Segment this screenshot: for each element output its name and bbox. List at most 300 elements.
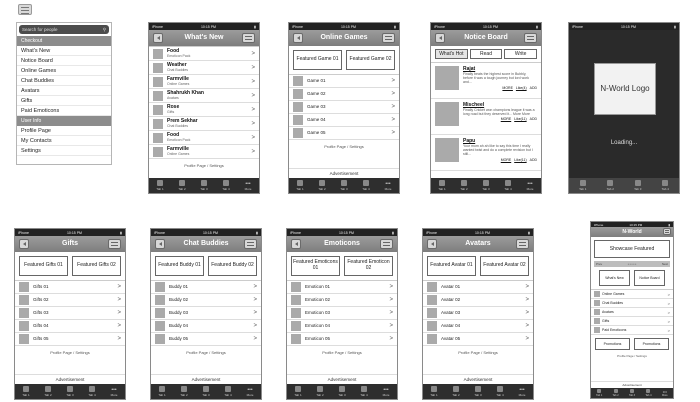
tab-label: Tab 4 — [645, 394, 652, 397]
list-item[interactable] — [15, 320, 125, 333]
list-item[interactable] — [591, 299, 673, 308]
tab-label: Tab 4 — [222, 187, 230, 191]
tab-label: Tab 4 — [224, 393, 232, 397]
chevron-right-icon: > — [117, 336, 121, 342]
sidebar-item-notice-board[interactable]: Notice Board — [17, 56, 111, 66]
tab-4[interactable] — [355, 178, 377, 193]
item-title: Prem Sekhar — [167, 118, 198, 125]
tab-bar — [287, 384, 397, 399]
tab-more[interactable] — [511, 384, 533, 399]
like-link[interactable]: Like(11) — [514, 157, 527, 162]
sidebar-item-settings[interactable]: Settings — [17, 146, 111, 156]
tab-3[interactable] — [467, 384, 489, 399]
carrier-label: iPhone — [572, 24, 583, 29]
featured-gift-2[interactable]: Featured Gifts 02 — [72, 256, 121, 276]
tile-notice-board[interactable]: Notice Board — [634, 270, 665, 286]
menu-icon[interactable] — [663, 228, 671, 235]
tab-icon — [475, 386, 481, 392]
notice-item[interactable] — [431, 63, 541, 99]
list-item[interactable] — [289, 101, 399, 114]
advertisement-banner[interactable]: Advertisement — [423, 374, 533, 384]
tab-1[interactable] — [569, 178, 597, 193]
sidebar-item-avatars[interactable]: Avatars — [17, 86, 111, 96]
chevron-right-icon: > — [391, 130, 395, 136]
segment-whats-hot[interactable]: What's Hot — [435, 49, 468, 59]
tab-label: Tab 3 — [340, 187, 348, 191]
notice-text: Finally Cricket won champions league it was a long road but they deserved it... More More — [463, 108, 535, 117]
list-item[interactable] — [423, 333, 533, 346]
list-item[interactable] — [15, 294, 125, 307]
tab-label: Tab 1 — [156, 187, 164, 191]
featured-row — [15, 252, 125, 280]
tab-more[interactable] — [377, 178, 399, 193]
status-bar — [289, 23, 399, 30]
prev-button[interactable]: Prev — [596, 262, 603, 266]
list-item[interactable] — [423, 320, 533, 333]
clock: 10:15 PM — [474, 230, 490, 235]
item-title: Food — [167, 132, 180, 139]
tab-icon — [431, 386, 437, 392]
tab-label: Tab 4 — [360, 393, 368, 397]
back-icon[interactable] — [427, 239, 437, 249]
nav-bar — [15, 236, 125, 252]
list-item[interactable] — [149, 103, 259, 117]
item-title: Avatar 04 — [441, 323, 461, 329]
chevron-right-icon: > — [251, 148, 255, 155]
back-icon[interactable] — [293, 33, 303, 43]
tab-label: Tab 2 — [316, 393, 324, 397]
sidebar-item-chat-buddies[interactable]: Chat Buddies — [17, 76, 111, 86]
thumbnail — [153, 105, 163, 115]
list-item[interactable] — [149, 75, 259, 89]
tab-icon — [203, 386, 209, 392]
menu-icon[interactable] — [244, 239, 257, 249]
tab-icon — [295, 386, 301, 392]
tab-3[interactable] — [331, 384, 353, 399]
featured-row — [423, 252, 533, 280]
profile-settings-link[interactable]: Profile Page / Settings — [458, 350, 498, 355]
profile-settings-link[interactable]: Profile Page / Settings — [324, 144, 364, 149]
advertisement-banner[interactable]: Advertisement — [151, 374, 261, 384]
tab-bar — [149, 178, 259, 193]
thumbnail — [427, 334, 437, 344]
tab-bar — [591, 388, 673, 398]
featured-avatar-2[interactable]: Featured Avatar 02 — [480, 256, 529, 276]
list-item[interactable] — [289, 75, 399, 88]
thumbnail — [291, 334, 301, 344]
sidebar-item-my-contacts[interactable]: My Contacts — [17, 136, 111, 146]
tab-icon — [597, 389, 601, 393]
notice-text: Finally beats the highest score in Bubbly, before it was a tough journey but lord work and... — [463, 72, 529, 85]
tab-4[interactable] — [353, 384, 375, 399]
item-title: Rose — [167, 104, 180, 111]
tab-icon — [646, 389, 650, 393]
list-item[interactable] — [591, 326, 673, 335]
more-link[interactable]: MORE — [500, 117, 512, 122]
profile-settings-link[interactable]: Profile Page / Settings — [186, 350, 226, 355]
battery-icon: ▮ — [254, 24, 256, 29]
tab-label: Tab 2 — [180, 393, 188, 397]
sidebar-item-online-games[interactable]: Online Games — [17, 66, 111, 76]
sidebar-item-whats-new[interactable]: What's New — [17, 46, 111, 56]
chevron-right-icon: > — [525, 336, 529, 342]
list-item[interactable] — [287, 307, 397, 320]
segment-read[interactable]: Read — [470, 49, 503, 59]
tab-label: Tab 2 — [452, 393, 460, 397]
menu-icon[interactable] — [242, 33, 255, 43]
tab-3[interactable] — [475, 178, 497, 193]
thumbnail — [155, 282, 165, 292]
thumbnail — [427, 295, 437, 305]
item-title: Food — [167, 48, 180, 55]
more-icon: ••• — [111, 386, 117, 393]
item-title: Avatar 02 — [441, 297, 461, 303]
page-title: N-World — [622, 229, 642, 235]
add-link[interactable]: ADD — [529, 85, 537, 90]
tab-label: Tab 3 — [628, 394, 636, 397]
list-item[interactable] — [149, 145, 259, 159]
tab-icon — [223, 180, 229, 186]
featured-row — [151, 252, 261, 280]
item-title: Buddy 02 — [169, 297, 189, 303]
list-item[interactable] — [149, 89, 259, 103]
chevron-right-icon: > — [251, 64, 255, 71]
tab-2[interactable] — [453, 178, 475, 193]
tab-label: Tab 3 — [482, 187, 490, 191]
tab-2[interactable] — [311, 178, 333, 193]
tab-4[interactable] — [81, 384, 103, 399]
tab-more[interactable] — [237, 178, 259, 193]
tab-3[interactable] — [193, 178, 215, 193]
featured-gift-1[interactable]: Featured Gifts 01 — [19, 256, 68, 276]
tab-4[interactable] — [489, 384, 511, 399]
tab-more[interactable] — [103, 384, 125, 399]
menu-icon[interactable] — [382, 33, 395, 43]
sidebar-item-paid-emoticons[interactable]: Paid Emoticons — [17, 106, 111, 116]
thumbnail — [19, 334, 29, 344]
tab-more[interactable] — [375, 384, 397, 399]
advertisement-banner[interactable]: Advertisement — [287, 374, 397, 384]
chevron-right-icon: > — [389, 297, 393, 303]
list-item[interactable] — [149, 131, 259, 145]
tab-1[interactable] — [431, 178, 453, 193]
tab-more[interactable] — [519, 178, 541, 193]
clock: 10:15 PM — [66, 230, 82, 235]
item-title: Emoticon 04 — [305, 323, 331, 329]
list-item[interactable] — [151, 320, 261, 333]
item-title: Game 01 — [307, 78, 326, 84]
clock: 10:15 PM — [629, 222, 643, 227]
tab-icon — [179, 180, 185, 186]
thumbnail — [427, 282, 437, 292]
tab-label: Tab 4 — [661, 187, 669, 191]
list-item[interactable] — [151, 281, 261, 294]
list-item[interactable] — [289, 114, 399, 127]
tab-4[interactable] — [640, 388, 656, 398]
tab-4[interactable] — [215, 178, 237, 193]
tab-1[interactable] — [591, 388, 607, 398]
search-icon: ⚲ — [102, 26, 106, 32]
buddies-list — [151, 280, 261, 346]
tab-1[interactable] — [289, 178, 311, 193]
tab-1[interactable] — [15, 384, 37, 399]
avatars-list — [423, 280, 533, 346]
tab-2[interactable] — [607, 388, 623, 398]
tab-3[interactable] — [195, 384, 217, 399]
clock: 10:15 PM — [620, 24, 636, 29]
tab-more[interactable] — [239, 384, 261, 399]
list-item[interactable] — [151, 294, 261, 307]
page-title: What's New — [184, 34, 224, 41]
side-menu — [16, 22, 112, 165]
thumbnail — [435, 138, 459, 162]
featured-emoticon-2[interactable]: Featured Emoticon 02 — [344, 256, 393, 276]
tab-bar — [289, 178, 399, 193]
list-item[interactable] — [423, 281, 533, 294]
sidebar-item-profile-page[interactable]: Profile Page — [17, 126, 111, 136]
tab-4[interactable] — [217, 384, 239, 399]
page-title: Chat Buddies — [183, 240, 229, 247]
thumbnail — [293, 76, 303, 86]
battery-icon: ▮ — [394, 24, 396, 29]
featured-game-2[interactable]: Featured Game 02 — [346, 50, 395, 70]
tab-2[interactable] — [445, 384, 467, 399]
more-link[interactable]: MORE — [502, 85, 513, 90]
chevron-right-icon: > — [117, 284, 121, 290]
chevron-right-icon: > — [253, 284, 257, 290]
thumbnail — [19, 321, 29, 331]
notice-item[interactable] — [431, 135, 541, 171]
tab-icon — [341, 180, 347, 186]
list-item[interactable] — [15, 307, 125, 320]
tab-3[interactable] — [624, 178, 652, 193]
tab-label: More — [384, 186, 392, 191]
emoticons-list — [287, 280, 397, 346]
tab-1[interactable] — [423, 384, 445, 399]
clock: 10:15 PM — [200, 24, 216, 29]
page-title: Avatars — [465, 240, 491, 247]
sidebar-item-gifts[interactable]: Gifts — [17, 96, 111, 106]
item-title: Emoticon 02 — [305, 297, 331, 303]
tab-icon — [453, 386, 459, 392]
back-icon[interactable] — [291, 239, 301, 249]
notice-author[interactable]: Mischeel — [463, 102, 485, 108]
tab-1[interactable] — [151, 384, 173, 399]
like-link[interactable]: Like(4) — [515, 85, 527, 90]
tab-icon — [319, 180, 325, 186]
menu-icon[interactable] — [380, 239, 393, 249]
chevron-right-icon: > — [389, 323, 393, 329]
tab-3[interactable] — [333, 178, 355, 193]
list-item[interactable] — [287, 320, 397, 333]
status-bar — [431, 23, 541, 30]
menu-icon[interactable] — [18, 4, 32, 15]
notice-author[interactable]: Rajat — [463, 66, 476, 72]
notice-text: Your mom ah ah like to say this time I really wanted twist and do a complete revision but I still... — [463, 144, 533, 157]
menu-icon[interactable] — [108, 239, 121, 249]
list-item[interactable] — [151, 307, 261, 320]
tab-2[interactable] — [171, 178, 193, 193]
profile-settings-link[interactable]: Profile Page / Settings — [322, 350, 362, 355]
back-icon[interactable] — [153, 33, 163, 43]
promotion-2[interactable]: Promotions — [634, 338, 669, 350]
list-item[interactable] — [591, 308, 673, 317]
tab-3[interactable] — [624, 388, 640, 398]
list-item[interactable] — [423, 307, 533, 320]
tab-3[interactable] — [59, 384, 81, 399]
thumbnail — [155, 334, 165, 344]
list-item[interactable] — [289, 88, 399, 101]
list-item[interactable] — [15, 281, 125, 294]
thumbnail — [19, 295, 29, 305]
tab-icon — [45, 386, 51, 392]
list-item[interactable] — [423, 294, 533, 307]
thumbnail — [155, 308, 165, 318]
featured-avatar-1[interactable]: Featured Avatar 01 — [427, 256, 476, 276]
tab-2[interactable] — [309, 384, 331, 399]
list-item[interactable] — [591, 290, 673, 299]
back-icon[interactable] — [155, 239, 165, 249]
clock: 10:15 PM — [338, 230, 354, 235]
tab-icon — [505, 180, 511, 186]
chevron-right-icon: > — [253, 310, 257, 316]
advertisement-banner[interactable]: Advertisement — [591, 381, 673, 388]
featured-buddy-2[interactable]: Featured Buddy 02 — [208, 256, 257, 276]
next-button[interactable]: Next — [661, 262, 668, 266]
item-title: Farmville — [167, 146, 189, 153]
profile-settings-link[interactable]: Profile Page / Settings — [617, 354, 647, 358]
chevron-right-icon: > — [251, 106, 255, 113]
chevron-right-icon: > — [251, 50, 255, 57]
status-bar — [287, 229, 397, 236]
item-title: Gifts 03 — [33, 310, 49, 316]
feed-list — [149, 46, 259, 159]
chevron-right-icon: > — [667, 309, 670, 315]
battery-icon: ▮ — [668, 222, 670, 227]
thumbnail — [153, 91, 163, 101]
like-link[interactable]: Like(11) — [514, 117, 527, 122]
nav-bar — [149, 30, 259, 46]
more-link[interactable]: MORE — [500, 157, 512, 162]
tab-label: Tab 4 — [496, 393, 504, 397]
search-input[interactable] — [19, 25, 109, 34]
chevron-right-icon: > — [389, 310, 393, 316]
thumbnail — [594, 300, 600, 306]
tab-icon — [67, 386, 73, 392]
item-title: Buddy 01 — [169, 284, 189, 290]
tab-icon — [662, 180, 668, 186]
tab-4[interactable] — [497, 178, 519, 193]
status-bar — [151, 229, 261, 236]
add-link[interactable]: ADD — [529, 157, 537, 162]
tab-bar — [151, 384, 261, 399]
tab-2[interactable] — [37, 384, 59, 399]
add-link[interactable]: ADD — [529, 117, 537, 122]
app-logo: N-World Logo — [594, 63, 656, 115]
menu-icon[interactable] — [524, 33, 537, 43]
back-icon[interactable] — [19, 239, 29, 249]
tab-icon — [181, 386, 187, 392]
screen-whats-new — [148, 22, 260, 194]
tab-icon — [607, 180, 613, 186]
list-item[interactable] — [289, 127, 399, 140]
item-subtitle: Chat Buddies — [167, 68, 189, 73]
tab-1[interactable] — [149, 178, 171, 193]
item-title: Emoticon 01 — [305, 284, 331, 290]
featured-buddy-1[interactable]: Featured Buddy 01 — [155, 256, 204, 276]
tab-2[interactable] — [597, 178, 625, 193]
item-title: Game 05 — [307, 130, 326, 136]
screen-notice-board — [430, 22, 542, 194]
menu-icon[interactable] — [516, 239, 529, 249]
back-icon[interactable] — [435, 33, 445, 43]
profile-settings-link[interactable]: Profile Page / Settings — [184, 163, 224, 168]
chevron-right-icon: > — [667, 327, 670, 333]
tile-whats-new[interactable]: What's New — [599, 270, 630, 286]
battery-icon: ▮ — [536, 24, 538, 29]
tab-label: More — [244, 186, 252, 191]
tab-icon — [635, 180, 641, 186]
battery-icon: ▮ — [392, 230, 394, 235]
notice-item[interactable] — [431, 99, 541, 135]
sidebar-section-header: Checkout — [17, 36, 111, 46]
tab-label: Tab 4 — [504, 187, 512, 191]
notice-author[interactable]: Papu — [463, 138, 476, 144]
tab-label: Tab 2 — [318, 187, 326, 191]
list-item[interactable] — [149, 47, 259, 61]
chevron-right-icon: > — [117, 323, 121, 329]
list-item[interactable] — [591, 317, 673, 326]
promotion-1[interactable]: Promotions — [595, 338, 630, 350]
list-item[interactable] — [287, 333, 397, 346]
advertisement-banner[interactable]: Advertisement — [289, 168, 399, 178]
list-item[interactable] — [149, 117, 259, 131]
list-item[interactable] — [149, 61, 259, 75]
list-item[interactable] — [151, 333, 261, 346]
tab-icon — [439, 180, 445, 186]
item-subtitle: Emoticon Pack — [167, 138, 191, 143]
chevron-right-icon: > — [391, 117, 395, 123]
list-item[interactable] — [287, 281, 397, 294]
list-item[interactable] — [15, 333, 125, 346]
more-icon: ••• — [245, 180, 251, 187]
tab-label: Tab 1 — [579, 187, 587, 191]
profile-settings-link[interactable]: Profile Page / Settings — [50, 350, 90, 355]
segment-write[interactable]: Write — [504, 49, 537, 59]
tab-more[interactable] — [657, 388, 673, 398]
tab-2[interactable] — [173, 384, 195, 399]
thumbnail — [427, 321, 437, 331]
screen-splash — [568, 22, 680, 194]
thumbnail — [427, 308, 437, 318]
item-title: Weather — [167, 62, 187, 69]
status-bar — [15, 229, 125, 236]
advertisement-banner[interactable]: Advertisement — [15, 374, 125, 384]
tab-4[interactable] — [652, 178, 680, 193]
item-title: Buddy 05 — [169, 336, 189, 342]
featured-emoticon-1[interactable]: Featured Emoticons 01 — [291, 256, 340, 276]
item-title: Avatar 05 — [441, 336, 461, 342]
list-item[interactable] — [287, 294, 397, 307]
tab-1[interactable] — [287, 384, 309, 399]
item-title: Avatar 01 — [441, 284, 461, 290]
chevron-right-icon: > — [251, 92, 255, 99]
thumbnail — [291, 321, 301, 331]
thumbnail — [293, 128, 303, 138]
showcase-featured[interactable]: Showcase Featured — [594, 240, 670, 258]
featured-game-1[interactable]: Featured Game 01 — [293, 50, 342, 70]
notice-list — [431, 62, 541, 171]
